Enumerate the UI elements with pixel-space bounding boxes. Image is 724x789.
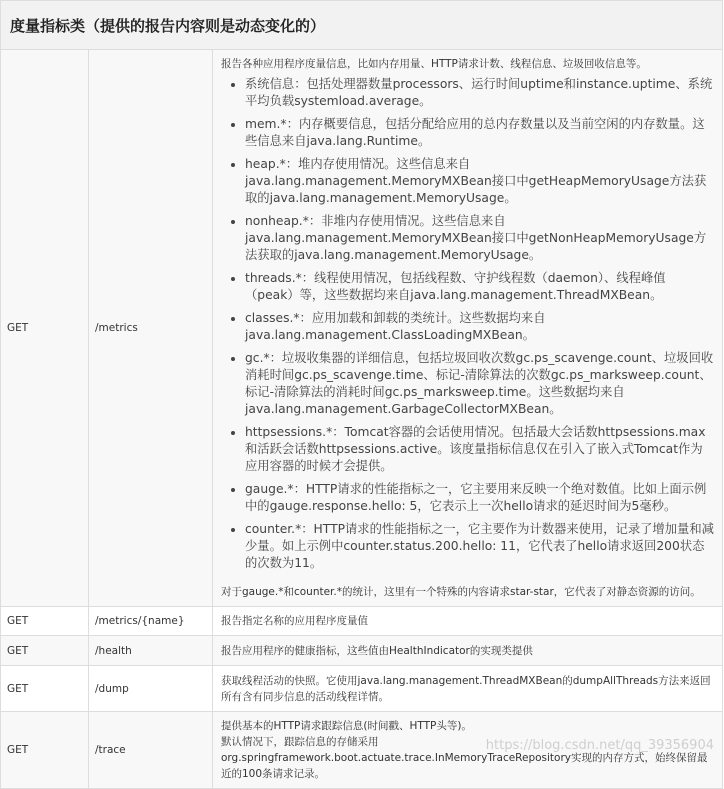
metrics-footer: 对于gauge.*和counter.*的统计，这里有一个特殊的内容请求star-star，它代表了对静态资源的访问。 — [221, 586, 701, 598]
path-cell: /metrics — [89, 50, 213, 607]
method-cell: GET — [1, 50, 89, 607]
table-row — [1, 636, 723, 666]
list-item: • nonheap.*：非堆内存使用情况。这些信息来自java.lang.management.MemoryMXBean接口中getNonHeapMemoryUsage方法获取的java.lang.management.MemoryUsage。 — [245, 213, 714, 264]
desc-line: 默认情况下，跟踪信息的存储采用org.springframework.boot.actuate.trace.InMemoryTraceRepository实现的内存方式，始终保留最近的100条请求记录。 — [221, 736, 708, 780]
path-cell: /dump — [89, 666, 213, 712]
desc-cell: 报告应用程序的健康指标，这些值由HealthIndicator的实现类提供 — [213, 636, 723, 666]
path-cell: /metrics/{name} — [89, 607, 213, 636]
list-item: • classes.*：应用加载和卸载的类统计。这些数据均来自java.lang.management.ClassLoadingMXBean。 — [245, 310, 714, 344]
method-cell: GET — [1, 607, 89, 636]
list-item: • gc.*：垃圾收集器的详细信息，包括垃圾回收次数gc.ps_scavenge.count、垃圾回收消耗时间gc.ps_scavenge.time、标记-清除算法的次数gc.ps_marksweep.count、标记-清除算法的消耗时间gc.ps_marksweep.time。这些数据均来自java.lang.management.GarbageCollectorMXBean。 — [245, 350, 714, 418]
table-title: 度量指标类（提供的报告内容则是动态变化的） — [1, 1, 723, 50]
metrics-intro: 报告各种应用程序度量信息，比如内存用量、HTTP请求计数、线程信息、垃圾回收信息等。 — [221, 58, 647, 70]
metrics-list — [221, 76, 714, 572]
watermark: https://blog.csdn.net/qq_39356904 — [485, 738, 714, 753]
list-item: • counter.*：HTTP请求的性能指标之一，它主要作为计数器来使用，记录了增加量和减少量。如上示例中counter.status.200.hello: 11，它代表了hello请求返回200状态的次数为11。 — [245, 521, 714, 572]
desc-cell: 获取线程活动的快照。它使用java.lang.management.ThreadMXBean的dumpAllThreads方法来返回所有含有同步信息的活动线程详情。 — [213, 666, 723, 712]
list-item: • gauge.*：HTTP请求的性能指标之一，它主要用来反映一个绝对数值。比如上面示例中的gauge.response.hello: 5，它表示上一次hello请求的延迟时间为5毫秒。 — [245, 481, 714, 515]
list-item: • httpsessions.*：Tomcat容器的会话使用情况。包括最大会话数httpsessions.max和活跃会话数httpsessions.active。该度量指标信息仅在引入了嵌入式Tomcat作为应用容器的时候才会提供。 — [245, 424, 714, 475]
list-item: • heap.*：堆内存使用情况。这些信息来自java.lang.management.MemoryMXBean接口中getHeapMemoryUsage方法获取的java.lang.management.MemoryUsage。 — [245, 156, 714, 207]
method-cell: GET — [1, 666, 89, 712]
list-item: • mem.*：内存概要信息，包括分配给应用的总内存数量以及当前空闲的内存数量。这些信息来自java.lang.Runtime。 — [245, 116, 714, 150]
method-cell: GET — [1, 636, 89, 666]
path-cell: /health — [89, 636, 213, 666]
table-row — [1, 50, 723, 607]
path-cell: /trace — [89, 712, 213, 789]
desc-line: 提供基本的HTTP请求跟踪信息(时间戳、HTTP头等)。 — [221, 720, 472, 732]
list-item: • threads.*：线程使用情况，包括线程数、守护线程数（daemon）、线程峰值（peak）等，这些数据均来自java.lang.management.ThreadMXBean。 — [245, 270, 714, 304]
desc-cell: 报告指定名称的应用程序度量值 — [213, 607, 723, 636]
method-cell: GET — [1, 712, 89, 789]
list-item: • 系统信息：包括处理器数量processors、运行时间uptime和instance.uptime、系统平均负载systemload.average。 — [245, 76, 714, 110]
table-row — [1, 607, 723, 636]
desc-cell — [213, 50, 723, 607]
table-row — [1, 666, 723, 712]
